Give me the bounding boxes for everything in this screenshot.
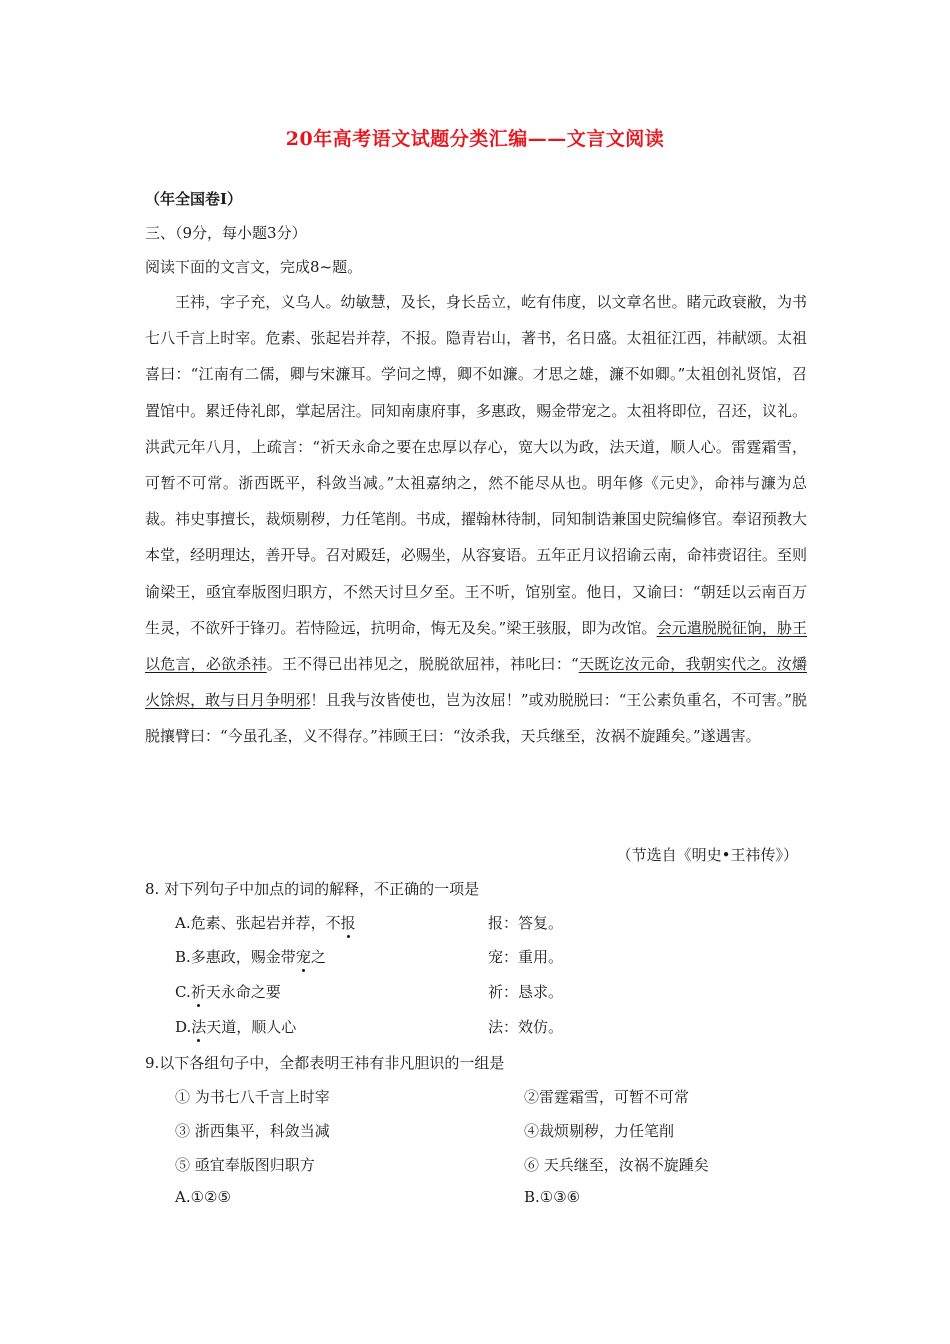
underlined-sentence-1: 会元遣脱脱征饷，胁王以危言，必欲杀祎 [145, 618, 807, 674]
q9-item-5: ⑤ 亟宜奉版图归职方 [175, 1156, 315, 1174]
question-9-stem: 9.以下各组句子中，全都表明王祎有非凡胆识的一组是 [145, 1054, 505, 1072]
passage-source: （节选自《明史•王祎传》） [616, 846, 798, 864]
emphasized-word: 报 [340, 914, 356, 932]
q9-item-1: ① 为书七八千言上时宰 [175, 1088, 330, 1106]
q8-option-a-gloss: 报：答复。 [488, 914, 564, 932]
underlined-sentence-2: 天既讫汝元命，我朝实代之。汝爝火馀烬，敢与日月争明邪 [145, 655, 807, 710]
passage-part-3: ！且我与汝皆使也，岂为汝屈！”或劝脱脱曰：“王公素负重名，不可害。”脱脱攘臂曰：“今虽孔圣，义不得存。”祎顾王曰：“汝杀我，天兵继至，汝祸不旋踵矣。”遂遇害。 [145, 691, 807, 746]
q9-item-4: ④裁烦剔秽，力任笔削 [524, 1122, 675, 1140]
passage-part-1: 王祎，字子充，义乌人。幼敏慧，及长，身长岳立，屹有伟度，以文章名世。睹元政衰敝，为书七八千言上时宰。危素、张起岩并荐，不报。隐青岩山，著书，名日盛。太祖征江西，祎献颂。太祖喜曰：“江南有二儒，卿与宋濂耳。学问之博，卿不如濂。才思之雄，濂不如卿。”太祖创礼贤馆，召置馆中。累迁侍礼郎，掌起居注。同知南康府事，多惠政，赐金带宠之。太祖将即位，召还，议礼。洪武元年八月，上疏言：“祈天永命之要在忠厚以存心，宽大以为政，法天道，顺人心。雷霆霜雪，可暂不可常。浙西既平，科敛当减。”太祖嘉纳之，然不能尽从也。明年修《元史》，命祎与濂为总裁。祎史事擅长，裁烦剔秽，力任笔削。书成，擢翰林待制，同知制诰兼国史院编修官。奉诏预教大本堂，经明理达，善开导。召对殿廷，必赐坐，从容宴语。五年正月议招谕云南，命祎赍诏往。至则谕梁王，亟宜奉版图归职方，不然天讨旦夕至。王不听，馆别室。他日，又谕曰：“朝廷以云南百万生灵，不欲歼于锋刃。若恃险远，抗明命，悔无及矣。”梁王骇服，即为改馆。 [145, 293, 807, 637]
q9-item-6: ⑥ 天兵继至，汝祸不旋踵矣 [524, 1156, 709, 1174]
instruction: 阅读下面的文言文，完成8~题。 [145, 258, 363, 276]
q8-option-b-gloss: 宠：重用。 [488, 948, 564, 966]
q9-choice-a: A.①②⑤ [175, 1188, 231, 1206]
emphasized-word: 法 [191, 1018, 207, 1036]
q8-option-d-gloss: 法：效仿。 [488, 1018, 564, 1036]
emphasized-word: 祈 [190, 983, 206, 1001]
q8-option-a: A.危素、张起岩并荐，不报 [175, 914, 356, 932]
q8-option-b: B.多惠政，赐金带宠之 [175, 948, 326, 966]
q9-item-3: ③ 浙西集平，科敛当减 [175, 1122, 330, 1140]
section-header: 三、（9分，每小题3分） [145, 224, 307, 242]
emphasized-word: 宠 [295, 948, 311, 966]
q8-option-c: C.祈天永命之要 [175, 983, 281, 1001]
document-title: 20年高考语文试题分类汇编——文言文阅读 [285, 128, 665, 150]
exam-label: （年全国卷Ⅰ） [145, 190, 243, 208]
q9-choice-b: B.①③⑥ [524, 1188, 581, 1206]
q8-option-c-gloss: 祈：恳求。 [488, 983, 564, 1001]
passage-text [145, 284, 807, 755]
question-8-stem: 8. 对下列句子中加点的词的解释，不正确的一项是 [145, 880, 480, 898]
passage-part-2: 。王不得已出祎见之，脱脱欲屈祎，祎叱曰：“ [266, 655, 579, 674]
q9-item-2: ②雷霆霜雪，可暂不可常 [524, 1088, 690, 1106]
q8-option-d: D.法天道，顺人心 [175, 1018, 297, 1036]
